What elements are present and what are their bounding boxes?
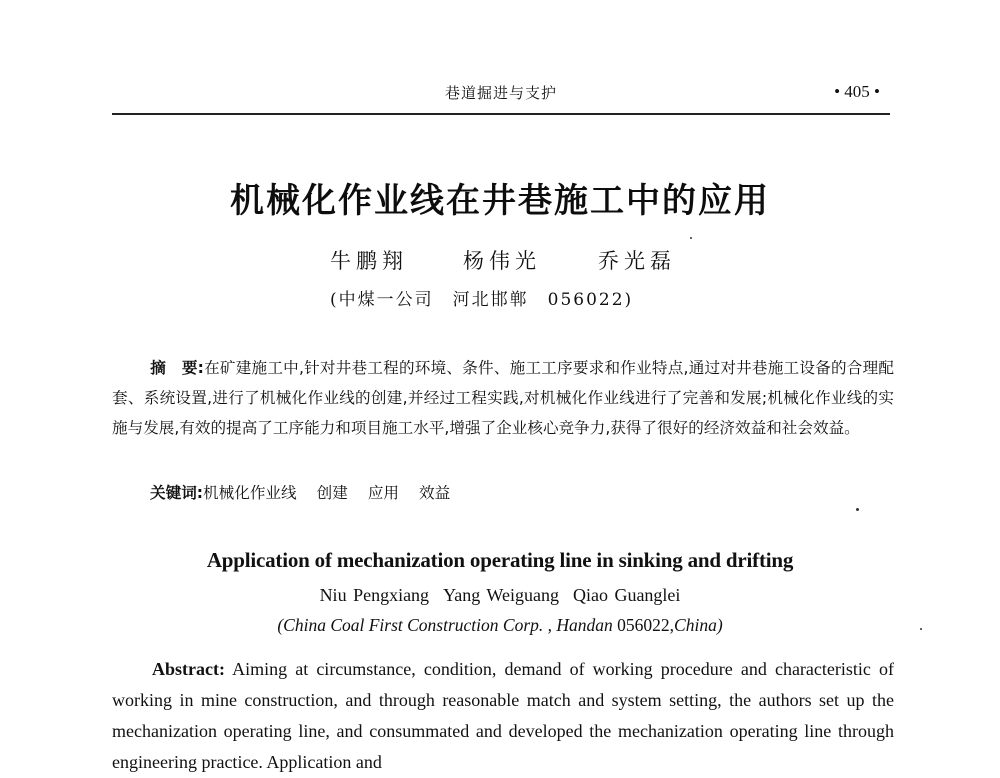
scan-speck	[690, 237, 692, 239]
author-en-3: Qiao Guanglei	[572, 585, 681, 605]
header-rule	[112, 113, 890, 115]
article-title-en: Application of mechanization operating line in sinking and drifting	[206, 548, 794, 572]
keyword-zh-4: 效益	[419, 484, 451, 502]
abstract-en-label: Abstract:	[152, 659, 225, 679]
keywords-zh	[150, 481, 470, 503]
authors-en	[0, 585, 1000, 606]
page-number: • 405 •	[834, 82, 880, 101]
abstract-zh-text: 在矿建施工中,针对井巷工程的环境、条件、施工工序要求和作业特点,通过对井巷施工设备的合理配套、系统设置,进行了机械化作业线的创建,并经过工程实践,对机械化作业线进行了完善和发展;机械化作业线的实施与发展,有效的提高了工序能力和项目施工水平,增强了企业核心竞争力,获得了很好的经济效益和社会效益。	[112, 359, 894, 437]
author-en-1: Niu Pengxiang	[319, 585, 430, 605]
keyword-zh-3: 应用	[367, 484, 400, 502]
author-zh-1: 牛鹏翔	[330, 249, 408, 273]
keyword-zh-2: 创建	[316, 484, 348, 502]
affiliation-zh: (中煤一公司 河北邯郸 056022)	[330, 290, 634, 310]
keyword-zh-1: 机械化作业线	[203, 484, 297, 502]
affiliation-en-country: China)	[674, 615, 723, 635]
author-zh-3: 乔光磊	[598, 249, 676, 273]
keywords-zh-label: 关键词:	[150, 484, 204, 502]
affiliation-en-org: (China Coal First Construction Corp. , Handan	[277, 615, 613, 635]
scan-speck	[920, 628, 922, 630]
running-title: 巷道掘进与支护	[444, 84, 557, 102]
author-en-2: Yang Weiguang	[443, 585, 559, 605]
abstract-zh	[112, 353, 894, 443]
abstract-en	[112, 654, 894, 778]
author-zh-2: 杨伟光	[463, 249, 541, 273]
abstract-zh-label: 摘 要:	[150, 359, 204, 377]
affiliation-en	[0, 615, 1000, 636]
scan-speck	[856, 508, 859, 511]
article-title-zh: 机械化作业线在井巷施工中的应用	[230, 181, 770, 221]
affiliation-en-code: 056022,	[617, 615, 675, 635]
running-header	[112, 78, 890, 108]
abstract-en-text: Aiming at circumstance, condition, demand of working procedure and characteristic of working in mine construction, and through reasonable match and system setting, the authors set up the mechanization operating line, and consummated and developed the mechanization operating line through engineering practice. Application and	[112, 659, 894, 772]
